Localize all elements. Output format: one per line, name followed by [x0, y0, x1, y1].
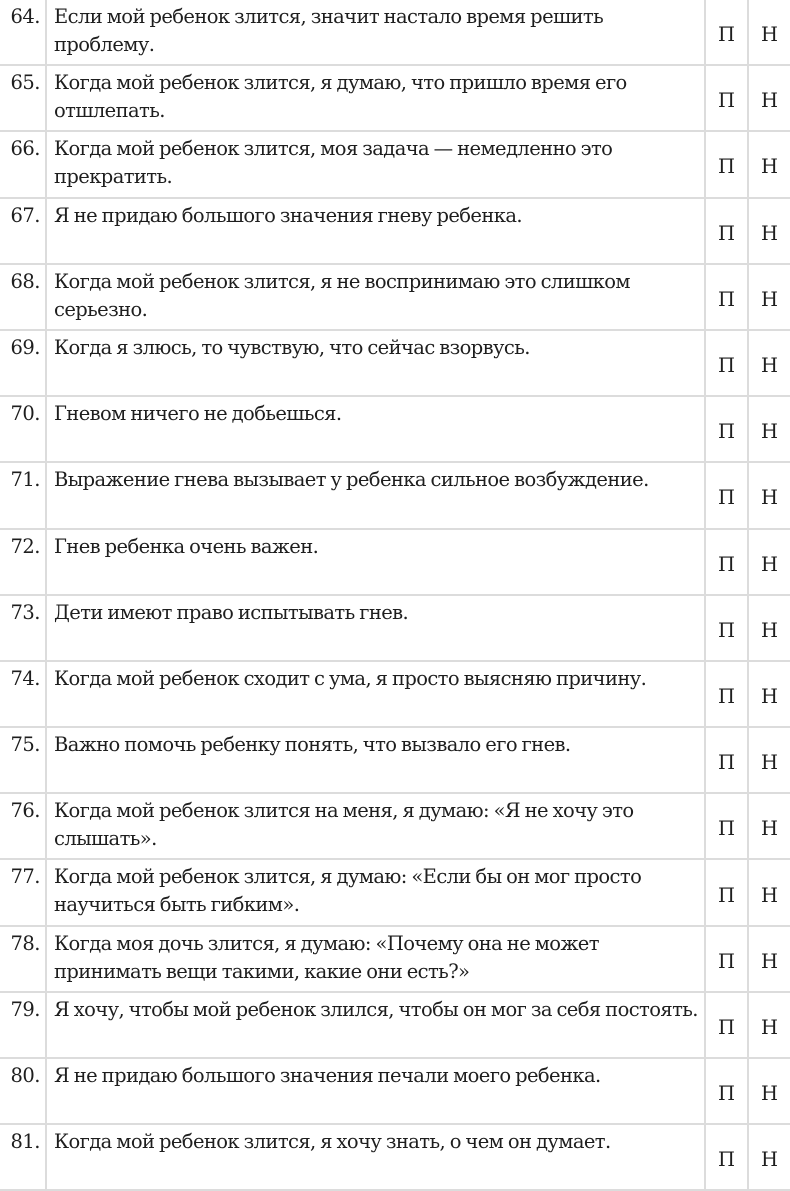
- question-row: [0, 926, 790, 992]
- answer-no-option[interactable]: Н: [748, 727, 790, 793]
- question-row: [0, 859, 790, 925]
- answer-no-option[interactable]: Н: [748, 529, 790, 595]
- question-row: [0, 992, 790, 1058]
- question-number: 75.: [0, 727, 46, 793]
- question-number: 80.: [0, 1058, 46, 1124]
- question-row: [0, 396, 790, 462]
- answer-no-option[interactable]: Н: [748, 793, 790, 859]
- question-row: [0, 1124, 790, 1190]
- answer-yes-option[interactable]: П: [705, 330, 748, 396]
- question-row: [0, 595, 790, 661]
- answer-yes-option[interactable]: П: [705, 1058, 748, 1124]
- answer-no-option[interactable]: Н: [748, 330, 790, 396]
- question-number: 81.: [0, 1124, 46, 1190]
- answer-no-option[interactable]: Н: [748, 0, 790, 65]
- question-text: Я хочу, чтобы мой ребенок злился, чтобы он мог за себя постоять.: [46, 992, 705, 1058]
- question-row: [0, 793, 790, 859]
- answer-no-option[interactable]: Н: [748, 595, 790, 661]
- answer-yes-option[interactable]: П: [705, 859, 748, 925]
- answer-yes-option[interactable]: П: [705, 396, 748, 462]
- answer-no-option[interactable]: Н: [748, 992, 790, 1058]
- answer-yes-option[interactable]: П: [705, 793, 748, 859]
- question-row: [0, 462, 790, 528]
- question-row: [0, 65, 790, 131]
- answer-yes-option[interactable]: П: [705, 1124, 748, 1190]
- question-text: Когда я злюсь, то чувствую, что сейчас взорвусь.: [46, 330, 705, 396]
- answer-no-option[interactable]: Н: [748, 396, 790, 462]
- question-number: 72.: [0, 529, 46, 595]
- question-text: Когда мой ребенок злится на меня, я думаю: «Я не хочу это слышать».: [46, 793, 705, 859]
- question-number: 67.: [0, 198, 46, 264]
- answer-no-option[interactable]: Н: [748, 198, 790, 264]
- answer-yes-option[interactable]: П: [705, 462, 748, 528]
- question-text: Когда мой ребенок злится, я думаю, что пришло время его отшлепать.: [46, 65, 705, 131]
- question-number: 68.: [0, 264, 46, 330]
- question-number: 65.: [0, 65, 46, 131]
- question-row: [0, 264, 790, 330]
- question-row: [0, 131, 790, 197]
- answer-yes-option[interactable]: П: [705, 264, 748, 330]
- question-text: Выражение гнева вызывает у ребенка сильное возбуждение.: [46, 462, 705, 528]
- answer-yes-option[interactable]: П: [705, 0, 748, 65]
- question-row: [0, 330, 790, 396]
- answer-no-option[interactable]: Н: [748, 661, 790, 727]
- question-text: Когда моя дочь злится, я думаю: «Почему она не может принимать вещи такими, какие они есть?»: [46, 926, 705, 992]
- answer-no-option[interactable]: Н: [748, 859, 790, 925]
- answer-yes-option[interactable]: П: [705, 992, 748, 1058]
- question-number: 70.: [0, 396, 46, 462]
- answer-yes-option[interactable]: П: [705, 595, 748, 661]
- question-number: 71.: [0, 462, 46, 528]
- question-text: Когда мой ребенок злится, я хочу знать, о чем он думает.: [46, 1124, 705, 1190]
- answer-no-option[interactable]: Н: [748, 264, 790, 330]
- question-text: Когда мой ребенок злится, моя задача — немедленно это прекратить.: [46, 131, 705, 197]
- answer-no-option[interactable]: Н: [748, 1124, 790, 1190]
- question-number: 79.: [0, 992, 46, 1058]
- question-number: 74.: [0, 661, 46, 727]
- question-row: [0, 0, 790, 65]
- question-number: 66.: [0, 131, 46, 197]
- answer-yes-option[interactable]: П: [705, 727, 748, 793]
- question-number: 73.: [0, 595, 46, 661]
- question-number: 64.: [0, 0, 46, 65]
- question-text: Если мой ребенок злится, значит настало время решить проблему.: [46, 0, 705, 65]
- question-row: [0, 529, 790, 595]
- answer-no-option[interactable]: Н: [748, 926, 790, 992]
- answer-yes-option[interactable]: П: [705, 926, 748, 992]
- question-row: [0, 661, 790, 727]
- question-number: 77.: [0, 859, 46, 925]
- question-number: 76.: [0, 793, 46, 859]
- question-text: Я не придаю большого значения гневу ребенка.: [46, 198, 705, 264]
- answer-yes-option[interactable]: П: [705, 661, 748, 727]
- question-text: Я не придаю большого значения печали моего ребенка.: [46, 1058, 705, 1124]
- question-text: Дети имеют право испытывать гнев.: [46, 595, 705, 661]
- question-number: 78.: [0, 926, 46, 992]
- question-text: Гнев ребенка очень важен.: [46, 529, 705, 595]
- answer-no-option[interactable]: Н: [748, 65, 790, 131]
- question-row: [0, 198, 790, 264]
- question-text: Когда мой ребенок злится, я думаю: «Если бы он мог просто научиться быть гибким».: [46, 859, 705, 925]
- question-text: Когда мой ребенок злится, я не воспринимаю это слишком серьезно.: [46, 264, 705, 330]
- answer-yes-option[interactable]: П: [705, 65, 748, 131]
- answer-no-option[interactable]: Н: [748, 131, 790, 197]
- answer-yes-option[interactable]: П: [705, 529, 748, 595]
- question-row: [0, 1058, 790, 1124]
- answer-yes-option[interactable]: П: [705, 131, 748, 197]
- question-text: Когда мой ребенок сходит с ума, я просто выясняю причину.: [46, 661, 705, 727]
- question-number: 69.: [0, 330, 46, 396]
- answer-yes-option[interactable]: П: [705, 198, 748, 264]
- answer-no-option[interactable]: Н: [748, 462, 790, 528]
- question-text: Гневом ничего не добьешься.: [46, 396, 705, 462]
- question-row: [0, 727, 790, 793]
- question-text: Важно помочь ребенку понять, что вызвало его гнев.: [46, 727, 705, 793]
- answer-no-option[interactable]: Н: [748, 1058, 790, 1124]
